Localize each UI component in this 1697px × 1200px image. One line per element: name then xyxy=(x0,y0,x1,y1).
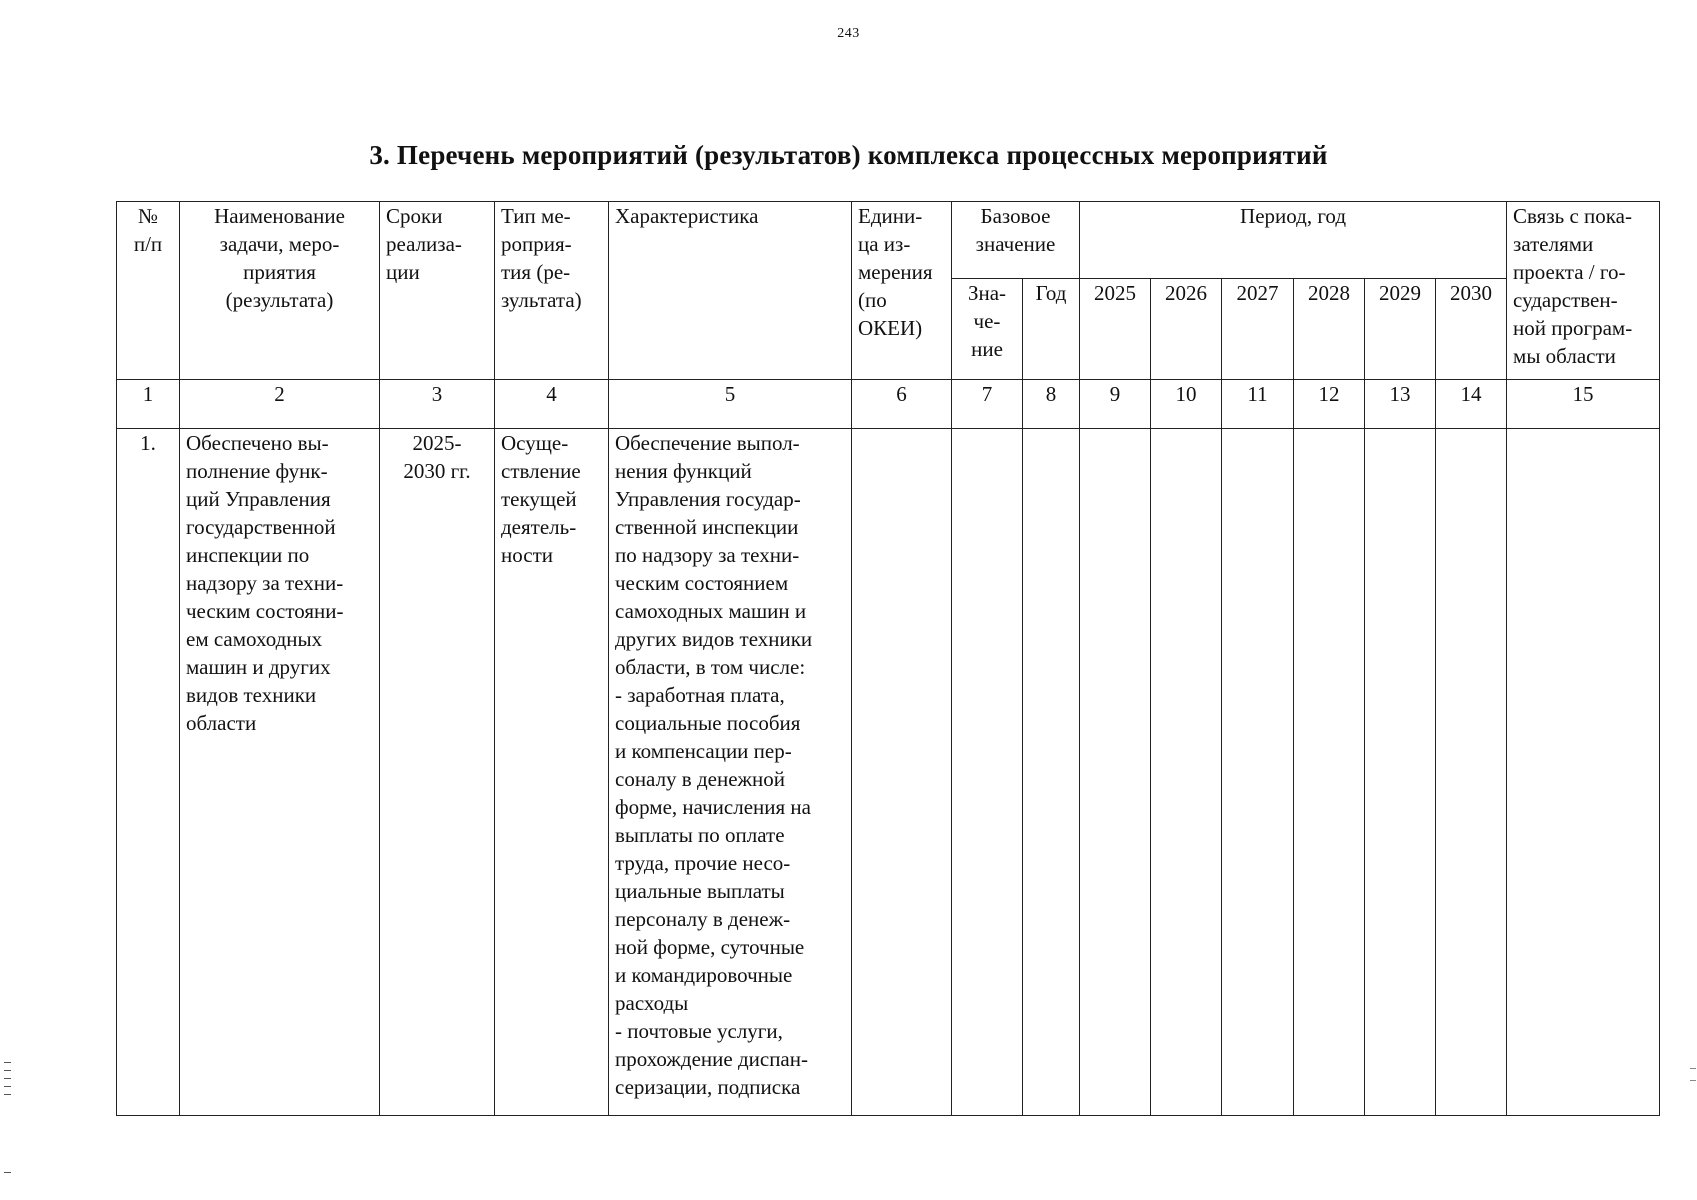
document-title: 3. Перечень мероприятий (результатов) комплекса процессных мероприятий xyxy=(369,140,1328,170)
column-number: 1 xyxy=(117,380,180,429)
header-year-2030: 2030 xyxy=(1436,279,1507,380)
column-number: 10 xyxy=(1151,380,1222,429)
header-num xyxy=(117,202,180,380)
header-characteristic-label: Характеристика xyxy=(615,204,759,228)
header-characteristic xyxy=(609,202,852,380)
header-num-label: № п/п xyxy=(133,204,163,256)
header-year-2028: 2028 xyxy=(1294,279,1365,380)
header-year-2027: 2027 xyxy=(1222,279,1294,380)
header-terms-label: Сроки реализа- ции xyxy=(386,204,462,284)
column-number: 11 xyxy=(1222,380,1294,429)
row-type-text: Осуще- ствление текущей деятель- ности xyxy=(501,431,581,567)
column-number: 8 xyxy=(1023,380,1080,429)
column-number: 13 xyxy=(1365,380,1436,429)
page-number: 243 xyxy=(837,26,860,41)
header-base-sub-value xyxy=(952,279,1023,380)
row-terms-text: 2025- 2030 гг. xyxy=(403,431,471,483)
header-row-top xyxy=(117,202,1660,279)
row-year-2027 xyxy=(1222,429,1294,1116)
row-year-2030 xyxy=(1436,429,1507,1116)
header-name xyxy=(180,202,380,380)
header-year-2029: 2029 xyxy=(1365,279,1436,380)
row-year-2029 xyxy=(1365,429,1436,1116)
row-unit xyxy=(852,429,952,1116)
header-type xyxy=(495,202,609,380)
measures-table xyxy=(116,201,1660,1116)
column-number: 5 xyxy=(609,380,852,429)
header-unit-label: Едини- ца из- мерения (по ОКЕИ) xyxy=(858,204,933,340)
column-number: 15 xyxy=(1507,380,1660,429)
scan-margin-mark xyxy=(1690,1080,1696,1081)
scan-margin-mark xyxy=(4,1172,11,1173)
column-number: 3 xyxy=(380,380,495,429)
row-name-text: Обеспечено вы- полнение функ- ций Управления государственной инспекции по надзору за техни- ческим состояни- ем самоходных машин и других видов техники области xyxy=(186,431,344,735)
column-number: 4 xyxy=(495,380,609,429)
scan-margin-mark xyxy=(4,1070,11,1071)
scan-margin-mark xyxy=(1690,1068,1696,1069)
row-characteristic xyxy=(609,429,852,1116)
row-base-value xyxy=(952,429,1023,1116)
header-base-sub-value-label: Зна- че- ние xyxy=(967,281,1007,361)
scan-margin-mark xyxy=(4,1062,11,1063)
row-base-year xyxy=(1023,429,1080,1116)
header-base-value xyxy=(952,202,1080,279)
header-name-label: Наименование задачи, меро- приятия (результата) xyxy=(214,204,345,312)
row-year-2025 xyxy=(1080,429,1151,1116)
header-period-label: Период, год xyxy=(1240,204,1347,228)
header-period xyxy=(1080,202,1507,279)
header-base-sub-year-label: Год xyxy=(1035,281,1067,305)
header-unit xyxy=(852,202,952,380)
row-year-2026 xyxy=(1151,429,1222,1116)
column-number: 9 xyxy=(1080,380,1151,429)
scan-margin-mark xyxy=(4,1078,11,1079)
column-number: 6 xyxy=(852,380,952,429)
header-type-label: Тип ме- роприя- тия (ре- зультата) xyxy=(501,204,582,312)
column-number: 7 xyxy=(952,380,1023,429)
row-terms xyxy=(380,429,495,1116)
row-year-2028 xyxy=(1294,429,1365,1116)
header-year-2025: 2025 xyxy=(1080,279,1151,380)
column-number: 14 xyxy=(1436,380,1507,429)
row-link xyxy=(1507,429,1660,1116)
column-number: 2 xyxy=(180,380,380,429)
scan-margin-mark xyxy=(4,1094,11,1095)
row-type xyxy=(495,429,609,1116)
row-name xyxy=(180,429,380,1116)
column-number: 12 xyxy=(1294,380,1365,429)
header-base-sub-year xyxy=(1023,279,1080,380)
column-number-row xyxy=(117,380,1660,429)
header-base-value-label: Базовое значение xyxy=(975,204,1056,256)
table-row xyxy=(117,429,1660,1116)
header-year-2026: 2026 xyxy=(1151,279,1222,380)
header-link xyxy=(1507,202,1660,380)
header-terms xyxy=(380,202,495,380)
header-link-label: Связь с пока- зателями проекта / го- сударствен- ной програм- мы области xyxy=(1513,204,1633,368)
row-num: 1. xyxy=(117,429,180,1116)
row-characteristic-text: Обеспечение выпол- нения функций Управления государ- ственной инспекции по надзору за техни- ческим состоянием самоходных машин и других видов техники области, в том числе: - заработная плата, социальные пособия и компенсации пер- соналу в денежной форме, начисления на выплаты по оплате труда, прочие несо- циальные выплаты персоналу в денеж- ной форме, суточные и командировочные расходы - почтовые услуги, прохождение диспан- серизации, подписка xyxy=(615,431,813,1099)
scan-margin-mark xyxy=(4,1086,11,1087)
